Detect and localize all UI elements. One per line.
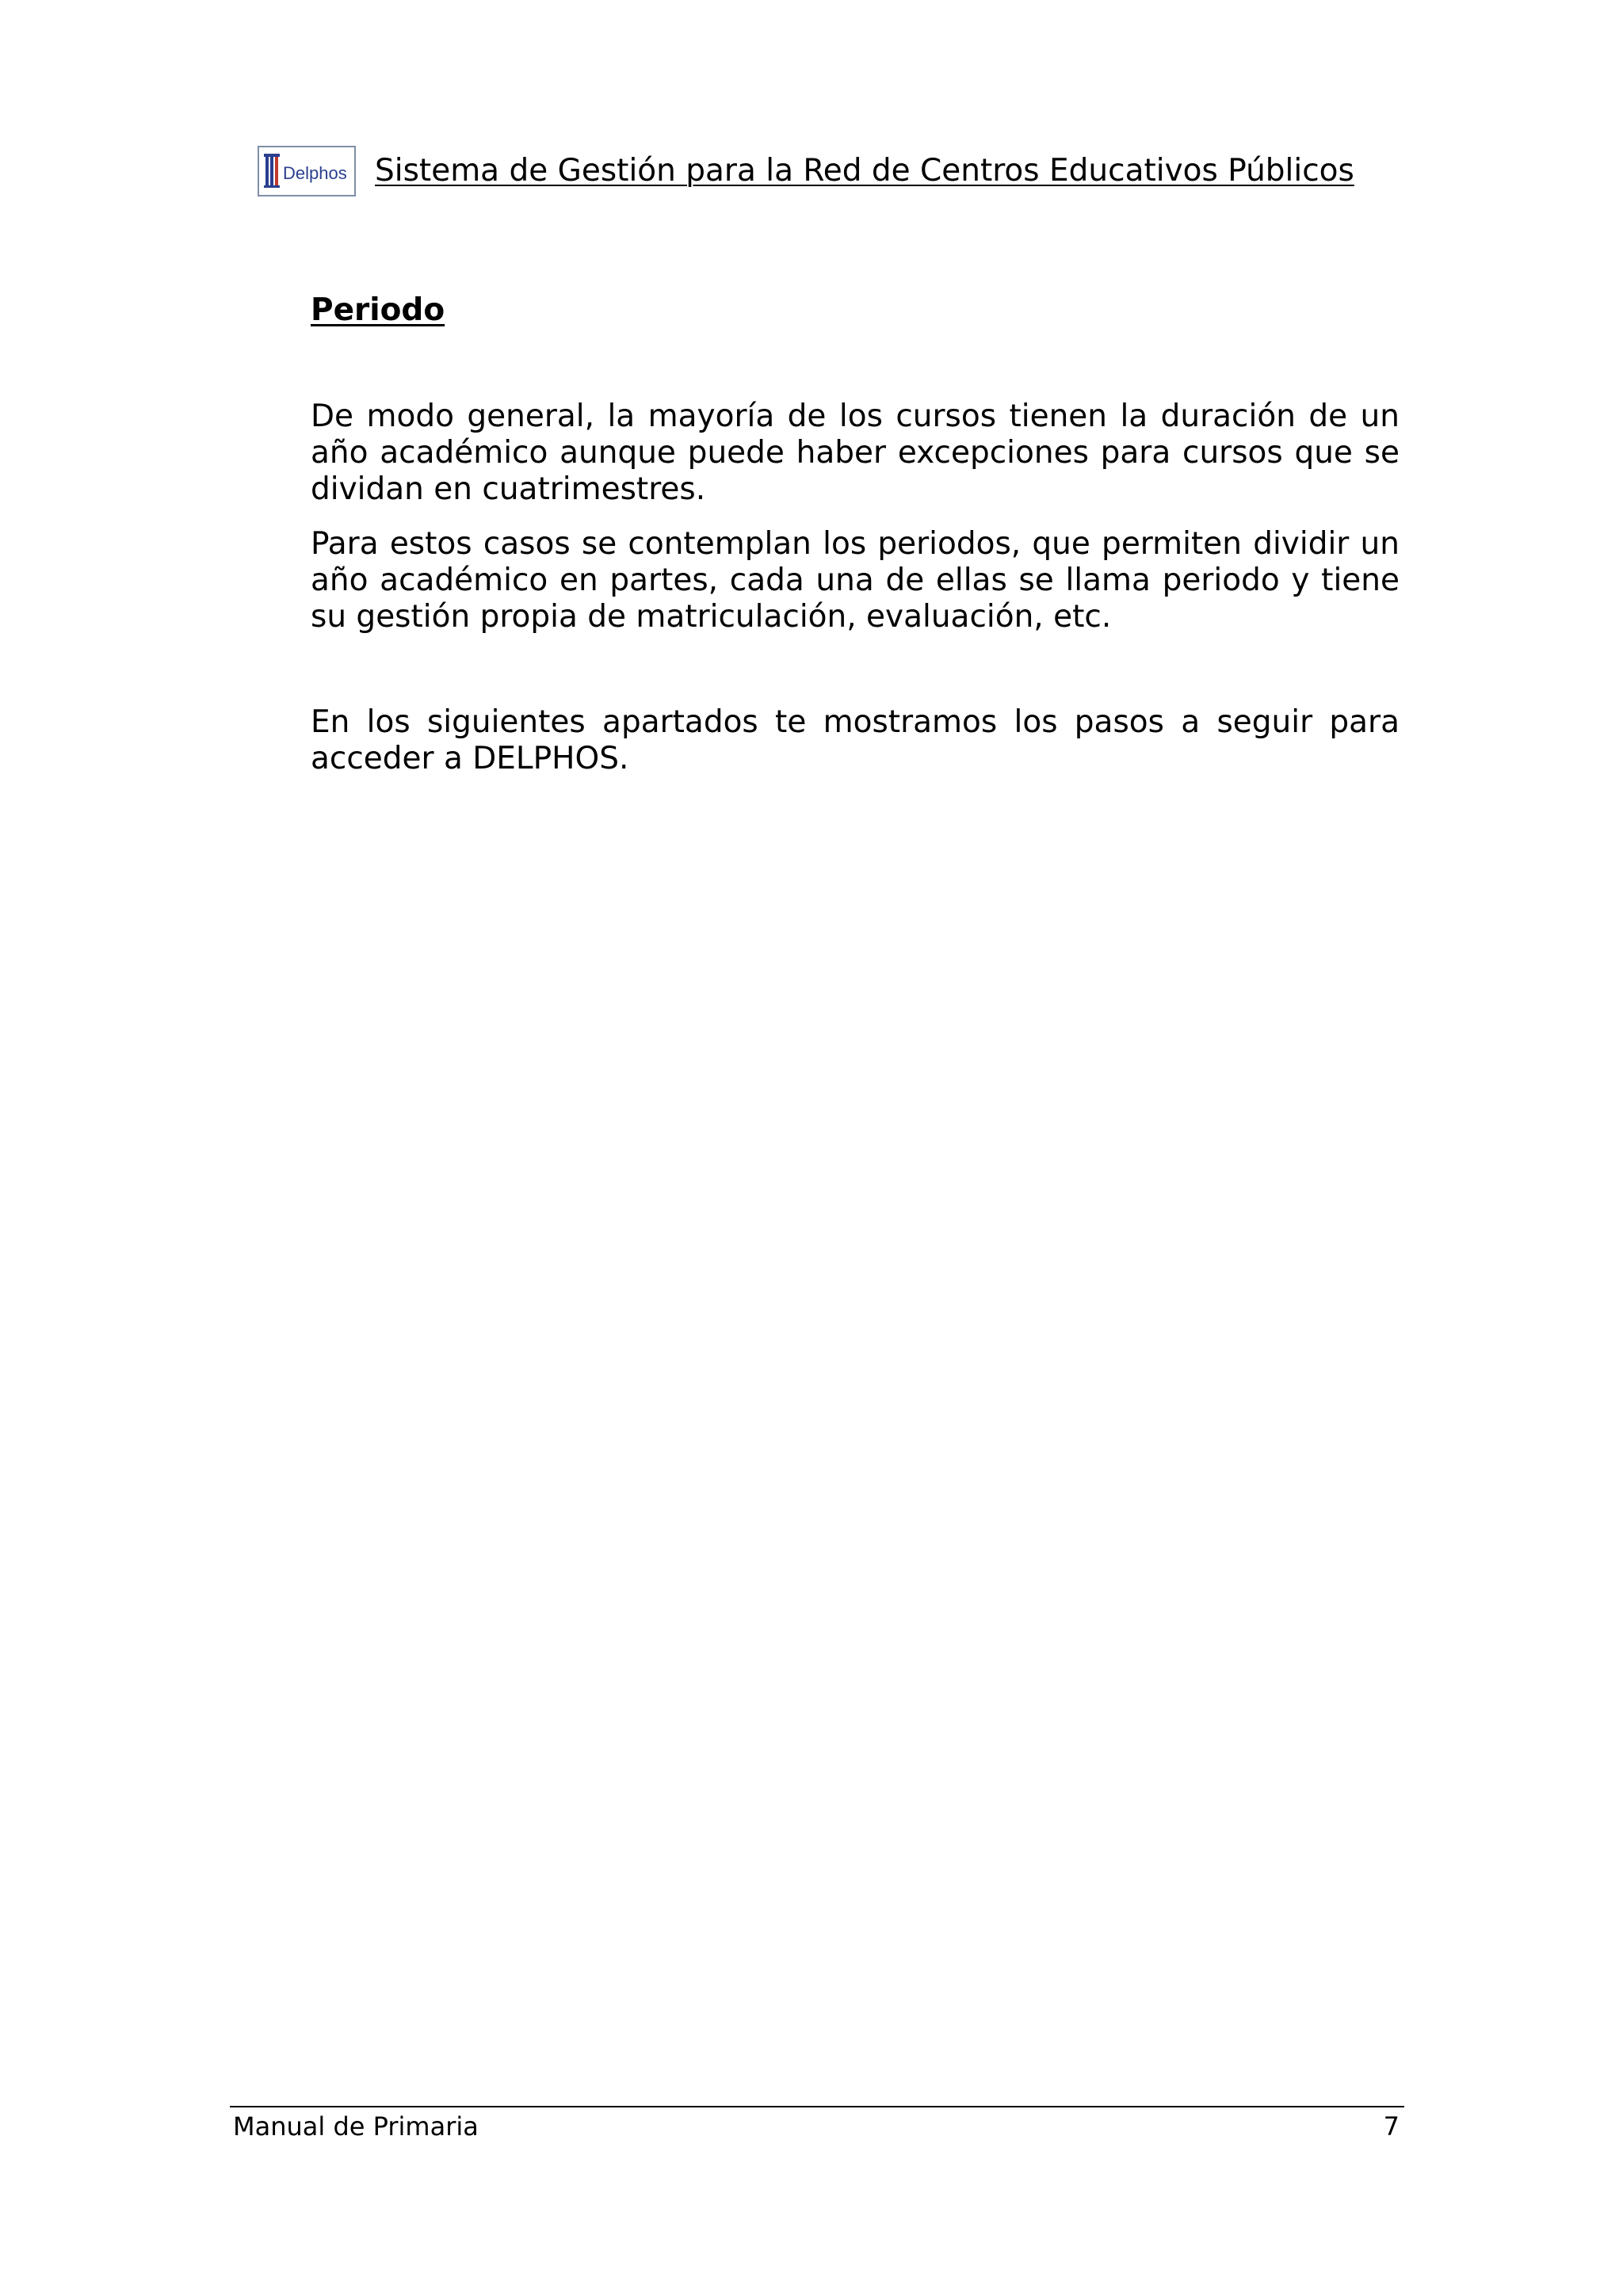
page-header [258,144,1367,200]
section-heading: Periodo [311,292,445,328]
paragraph-1: De modo general, la mayoría de los cursos tienen la duración de un año académico aunque puede haber excepciones para cursos que se dividan en cuatrimestres. [311,399,1400,507]
footer-divider [230,2106,1404,2107]
delphos-logo [258,146,356,196]
logo-text: Delphos [283,163,347,183]
delphos-logo-icon [259,147,354,195]
footer-manual-title: Manual de Primaria [233,2111,479,2142]
paragraph-3: En los siguientes apartados te mostramos los pasos a seguir para acceder a DELPHOS. [311,704,1400,776]
header-title: Sistema de Gestión para la Red de Centros Educativos Públicos [375,153,1354,189]
paragraph-2: Para estos casos se contemplan los periodos, que permiten dividir un año académico en partes, cada una de ellas se llama periodo y tiene su gestión propia de matriculación, evaluación, etc. [311,526,1400,635]
footer-page-number: 7 [1383,2111,1400,2142]
